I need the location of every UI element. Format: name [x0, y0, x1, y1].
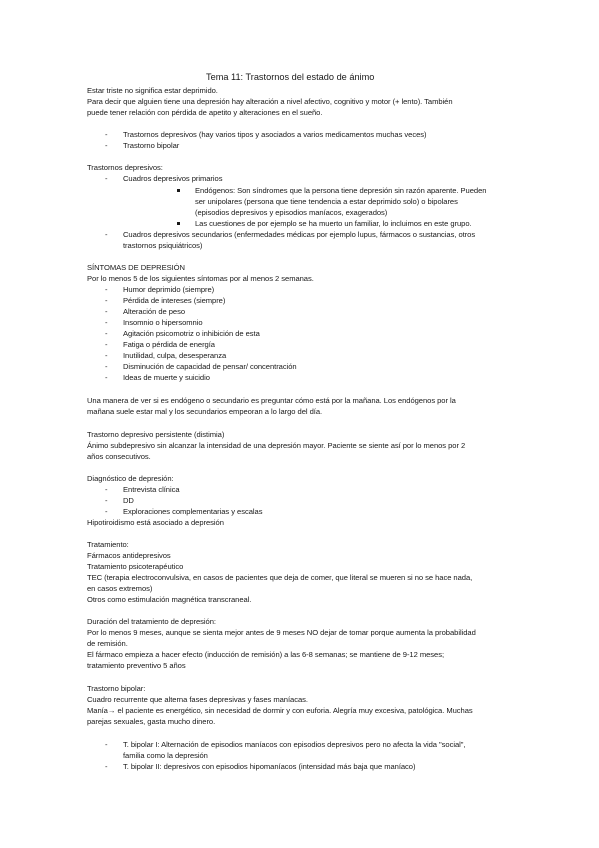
section-heading: Trastorno depresivo persistente (distimia)	[87, 430, 225, 439]
square-bullet	[177, 222, 180, 225]
list-item-continuation: trastornos psiquiátricos)	[123, 241, 203, 250]
list-item: Humor deprimido (siempre)	[123, 285, 215, 294]
list-item: Cuadros depresivos secundarios (enfermedades médicas por ejemplo lupus, fármacos o sustancias, otros	[123, 230, 476, 239]
paragraph-line: Manía→ el paciente es energético, sin necesidad de dormir y con euforia. Alegría muy excesiva, patológica. Muchas	[87, 706, 473, 715]
section-heading: SÍNTOMAS DE DEPRESIÓN	[87, 263, 185, 272]
paragraph-line: Una manera de ver si es endógeno o secundario es preguntar cómo está por la mañana. Los endógenos por la	[87, 396, 456, 405]
section-heading: Tratamiento:	[87, 540, 129, 549]
dash-bullet: -	[105, 351, 108, 360]
dash-bullet: -	[105, 340, 108, 349]
paragraph-line: Cuadro recurrente que alterna fases depresivas y fases maníacas.	[87, 695, 308, 704]
dash-bullet: -	[105, 507, 108, 516]
dash-bullet: -	[105, 329, 108, 338]
list-item: Agitación psicomotriz o inhibición de esta	[123, 329, 260, 338]
intro-line: puede tener relación con pérdida de apetito y alteraciones en el sueño.	[87, 108, 323, 117]
list-item: DD	[123, 496, 134, 505]
paragraph-line: Fármacos antidepresivos	[87, 551, 171, 560]
dash-bullet: -	[105, 362, 108, 371]
paragraph-line: Por lo menos 9 meses, aunque se sienta mejor antes de 9 meses NO dejar de tomar porque aumenta la probabilidad	[87, 628, 476, 637]
list-item: T. bipolar I: Alternación de episodios maníacos con episodios depresivos pero no afecta la vida "social",	[123, 740, 466, 749]
list-item: Cuadros depresivos primarios	[123, 174, 223, 183]
paragraph-line: Ánimo subdepresivo sin alcanzar la intensidad de una depresión mayor. Paciente se siente así por lo menos por 2	[87, 441, 466, 450]
paragraph-line: de remisión.	[87, 639, 128, 648]
dash-bullet: -	[105, 762, 108, 771]
paragraph-line: años consecutivos.	[87, 452, 151, 461]
list-item: Las cuestiones de por ejemplo se ha muerto un familiar, lo incluimos en este grupo.	[195, 219, 472, 228]
list-item: Pérdida de intereses (siempre)	[123, 296, 226, 305]
dash-bullet: -	[105, 307, 108, 316]
list-item: Insomnio o hipersomnio	[123, 318, 203, 327]
list-item: Inutilidad, culpa, desesperanza	[123, 351, 227, 360]
list-item: Trastorno bipolar	[123, 141, 180, 150]
paragraph-line: El fármaco empieza a hacer efecto (inducción de remisión) a las 6-8 semanas; se mantiene de 9-12 meses;	[87, 650, 445, 659]
dash-bullet: -	[105, 285, 108, 294]
intro-line: Para decir que alguien tiene una depresión hay alteración a nivel afectivo, cognitivo y motor (+ lento). También	[87, 97, 453, 106]
list-item-continuation: ser unipolares (persona que tiene tendencia a estar deprimido solo) o bipolares	[195, 197, 458, 206]
paragraph-line: Otros como estimulación magnética transcraneal.	[87, 595, 252, 604]
dash-bullet: -	[105, 373, 108, 382]
dash-bullet: -	[105, 141, 108, 150]
section-heading: Duración del tratamiento de depresión:	[87, 617, 216, 626]
dash-bullet: -	[105, 174, 108, 183]
list-item-continuation: familia como la depresión	[123, 751, 208, 760]
paragraph-line: TEC (terapia electroconvulsiva, en casos de pacientes que deja de comer, que literal se mueren si no se hace nada,	[87, 573, 473, 582]
intro-line: Estar triste no significa estar deprimido.	[87, 86, 218, 95]
list-item: Fatiga o pérdida de energía	[123, 340, 215, 349]
paragraph-line: Hipotiroidismo está asociado a depresión	[87, 518, 224, 527]
section-heading: Diagnóstico de depresión:	[87, 474, 174, 483]
paragraph-line: Por lo menos 5 de los siguientes síntomas por al menos 2 semanas.	[87, 274, 314, 283]
paragraph-line: Tratamiento psicoterapéutico	[87, 562, 184, 571]
dash-bullet: -	[105, 496, 108, 505]
section-heading: Trastorno bipolar:	[87, 684, 146, 693]
paragraph-line: parejas sexuales, gasta mucho dinero.	[87, 717, 216, 726]
square-bullet	[177, 189, 180, 192]
dash-bullet: -	[105, 296, 108, 305]
dash-bullet: -	[105, 130, 108, 139]
dash-bullet: -	[105, 318, 108, 327]
paragraph-line: en casos extremos)	[87, 584, 153, 593]
list-item: Disminución de capacidad de pensar/ concentración	[123, 362, 297, 371]
list-item: Alteración de peso	[123, 307, 186, 316]
list-item: Endógenos: Son síndromes que la persona tiene depresión sin razón aparente. Pueden	[195, 186, 487, 195]
list-item-continuation: (episodios depresivos y episodios maníacos, exagerados)	[195, 208, 388, 217]
list-item: Ideas de muerte y suicidio	[123, 373, 210, 382]
paragraph-line: mañana suele estar mal y los secundarios empeoran a lo largo del día.	[87, 407, 323, 416]
dash-bullet: -	[105, 740, 108, 749]
paragraph-line: tratamiento preventivo 5 años	[87, 661, 186, 670]
list-item: Entrevista clínica	[123, 485, 180, 494]
dash-bullet: -	[105, 230, 108, 239]
list-item: T. bipolar II: depresivos con episodios hipomaníacos (intensidad más baja que maníaco)	[123, 762, 416, 771]
list-item: Trastornos depresivos (hay varios tipos y asociados a varios medicamentos muchas veces)	[123, 130, 427, 139]
section-heading: Trastornos depresivos:	[87, 163, 163, 172]
page-title: Tema 11: Trastornos del estado de ánimo	[206, 72, 375, 82]
list-item: Exploraciones complementarias y escalas	[123, 507, 263, 516]
dash-bullet: -	[105, 485, 108, 494]
